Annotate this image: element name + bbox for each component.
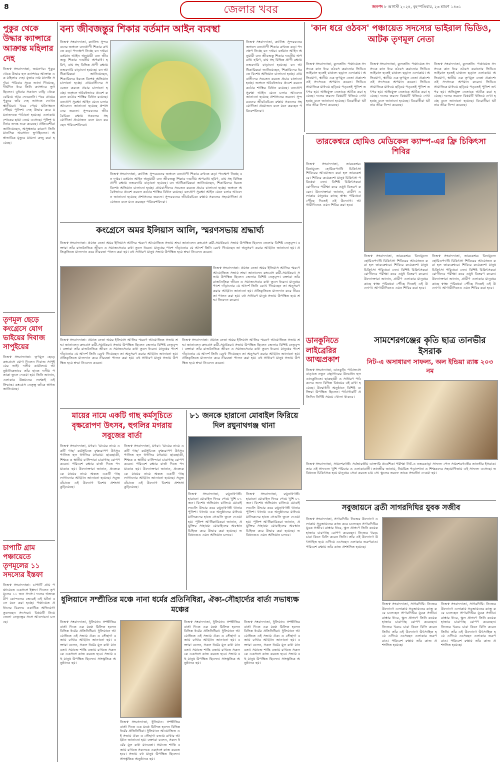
headline: মায়ের নামে একটি গাছ কর্মসূচিতে বৃক্ষরোপণ উৎসব, হুগলির মগরায় সবুজের বার্তা	[71, 411, 173, 440]
story-s7-body-a: নিজস্ব সংবাদদাতা, মগরা: 'মায়ের নামে একটি গাছ' কর্মসূচিতে বৃক্ষরোপণ উৎসব পালিত হল হুগলির মগরায়। ছাত্রছাত্রী, শিক্ষক ও স্থানীয় বাসিন্দারা চারাগাছ রোপণ করেন। পরিবেশ রক্ষার বার্তা দিতে পদযাত্রাও হয়। উদ্যোক্তারা জানান, প্রত্যেককে মায়ের নামে অন্তত একটি গাছ লাগানোর আহ্বান জানানো হয়েছে। সবুজ বাঁচাতে এই উদ্যোগ বিশেষ প্রশংসা কুড়িয়েছে।	[60, 444, 120, 490]
memorial-meeting-photo	[60, 266, 212, 336]
headline: কংগ্রেসে অমর ইলিয়াস আলি, স্মরণসভায় শ্রদ্ধার্ঘ্য	[96, 226, 264, 236]
story-s3-body-b: নিজস্ব সংবাদদাতা, কুলতলি: পঞ্চায়েত সদস্যকে কান ধরে ওঠবস করানোর ভিডিও ভাইরাল হতেই চাঞ্চল্য ছড়াল এলাকায়। অভিযোগ, স্থানীয় এক তৃণমূল নেতা প্রকাশ্যে ওই সদস্যকে অপমান করেন। ভিডিও সামাজিক মাধ্যমে ছড়িয়ে পড়তেই পুলিশ তৎপর হয়। অভিযুক্ত নেতাকে আটক করা হয়েছে। দলের তরফে বিষয়টি খতিয়ে দেখা হচ্ছে বলে জানানো হয়েছে। বিরোধীরা ঘটনার তীব্র নিন্দা করেছে।	[370, 62, 430, 108]
police-station-photo	[188, 436, 302, 490]
divider	[60, 408, 300, 409]
headline: সবুজায়নে ব্রতী সাগরদিঘির যুবক সজীব	[341, 503, 461, 512]
story-s5-body-top: নিজস্ব সংবাদদাতা: প্রয়াত নেতা অমর ইলিয়াস আলির স্মরণে আয়োজিত সভায় শ্রদ্ধা জানালেন কংগ্রেস কর্মী-সমর্থকরা। সভায় উপস্থিত ছিলেন জেলার বিশিষ্ট নেতৃবৃন্দ। বক্তারা তাঁর রাজনৈতিক জীবন ও সমাজসেবার কথা তুলে ধরেন। মানুষের পাশে দাঁড়ানোর যে আদর্শ তিনি রেখে গিয়েছেন তা অনুসরণ করার আহ্বান জানানো হয়। প্রতিকৃতিতে মাল্যদান করে নীরবতা পালন করা হয়। বহু সাধারণ মানুষ সভায় উপস্থিত হয়ে শ্রদ্ধা নিবেদন করেন।	[60, 241, 300, 255]
column-divider	[57, 22, 58, 762]
story-s12-body-c: নিজস্ব সংবাদদাতা, সাগরদিঘি: নিজের উদ্যোগে এলাকায় সবুজায়নের কাজ করে চলেছেন সাগরদিঘির যুবক সজীব। রাস্তার ধারে, স্কুল প্রাঙ্গণে তিনি কয়েক হাজার চারাগাছ রোপণ করেছেন। নিজের খরচে চারা কিনে বিলি করেন তিনি। তাঁর এই উদ্যোগে উৎসাহিত হয়ে এগিয়ে এসেছেন এলাকার তরুণরাও। পরিবেশ রক্ষায় তাঁর কাজ প্রশংসিত হয়েছে।	[441, 602, 496, 648]
story-s8-body-a: নিজস্ব সংবাদদাতা, রঘুনাথগঞ্জ: হারানো মোবাইল ফিরে পেয়ে খুশি ৮১ জন। বিশেষ অভিযান চালিয়ে মোবাইলগুলি উদ্ধার করে রঘুনাথগঞ্জ থানার পুলিশ। থানায় এক অনুষ্ঠানের মাধ্যমে মালিকদের হাতে সেগুলি তুলে দেওয়া হয়। পুলিশ আধিকারিকরা জানান, প্রযুক্তির সাহায্যে মোবাইলের অবস্থান চিহ্নিত করে উদ্ধার করা হয়েছে। ভবিষ্যতেও এমন অভিযান চলবে।	[188, 492, 242, 538]
story-s4-body-a: নিজস্ব সংবাদদাতা, তারকেশ্বর: বিনামূল্যে হোমিওপ্যাথি চিকিৎসা শিবিরের আয়োজন করা হল তারকেশ্বরে। শিবিরে কয়েকশো মানুষ চিকিৎসা পরিষেবা নেন। বিশিষ্ট চিকিৎসকরা রোগীদের পরীক্ষা করে ওষুধ বিতরণ করেন। উদ্যোক্তারা জানান, গ্রামীণ এলাকার মানুষের কাছে স্বাস্থ্য পরিষেবা পৌঁছে দিতেই এই উদ্যোগ। আগামীদিনেও এমন শিবির করা হবে।	[306, 162, 361, 208]
divider	[60, 592, 300, 593]
headline: ৮১ জনকে হারানো মোবাইল ফিরিয়ে দিল রঘুনাথগঞ্জ থানা	[189, 411, 299, 430]
story-s4	[306, 137, 496, 157]
date-text: ৮ আগস্ট ২০২৪, বৃহস্পতিবার, ২৩ শ্রাবণ ১৪৩১	[384, 4, 462, 9]
story-s7-body-b: নিজস্ব সংবাদদাতা, মগরা: 'মায়ের নামে একটি গাছ' কর্মসূচিতে বৃক্ষরোপণ উৎসব পালিত হল হুগলির মগরায়। ছাত্রছাত্রী, শিক্ষক ও স্থানীয় বাসিন্দারা চারাগাছ রোপণ করেন। পরিবেশ রক্ষার বার্তা দিতে পদযাত্রাও হয়। উদ্যোক্তারা জানান, প্রত্যেককে মায়ের নামে অন্তত একটি গাছ লাগানোর আহ্বান জানানো হয়েছে। সবুজ বাঁচাতে এই উদ্যোগ বিশেষ প্রশংসা কুড়িয়েছে।	[124, 444, 184, 490]
student-felicitation-photo	[364, 380, 498, 460]
headline: ধুলিয়ানে সম্প্রীতির মঞ্চে নানা ধর্মের প্রতিনিধিরা, ঐক্য-সৌহার্দ্যের বার্তা সভাধ্যক্ষ মঞ্চের	[61, 595, 299, 614]
column-divider	[186, 410, 187, 590]
story-s8-body-b: নিজস্ব সংবাদদাতা, রঘুনাথগঞ্জ: হারানো মোবাইল ফিরে পেয়ে খুশি ৮১ জন। বিশেষ অভিযান চালিয়ে মোবাইলগুলি উদ্ধার করে রঘুনাথগঞ্জ থানার পুলিশ। থানায় এক অনুষ্ঠানের মাধ্যমে মালিকদের হাতে সেগুলি তুলে দেওয়া হয়। পুলিশ আধিকারিকরা জানান, প্রযুক্তির সাহায্যে মোবাইলের অবস্থান চিহ্নিত করে উদ্ধার করা হয়েছে। ভবিষ্যতেও এমন অভিযান চলবে।	[246, 492, 300, 538]
headline: তারকেশ্বরে হোমিও মেডিকেল ক্যাম্প-এর ফ্রি চিকিৎসা শিবির	[316, 137, 486, 156]
headline: ডানকুনিতে লাইব্রেরির আত্মপ্রকাশ	[306, 336, 340, 364]
map-delta	[161, 101, 221, 151]
harmony-stage-photo	[120, 620, 182, 718]
header-rule	[0, 20, 500, 21]
story-s4-body-c: নিজস্ব সংবাদদাতা, তারকেশ্বর: বিনামূল্যে হোমিওপ্যাথি চিকিৎসা শিবিরের আয়োজন করা হল তারকেশ্বরে। শিবিরে কয়েকশো মানুষ চিকিৎসা পরিষেবা নেন। বিশিষ্ট চিকিৎসকরা রোগীদের পরীক্ষা করে ওষুধ বিতরণ করেন। উদ্যোক্তারা জানান, গ্রামীণ এলাকার মানুষের কাছে স্বাস্থ্য পরিষেবা পৌঁছে দিতেই এই উদ্যোগ। আগামীদিনেও এমন শিবির করা হবে।	[432, 254, 496, 291]
story-s13	[60, 595, 300, 615]
story-s4-body-b: নিজস্ব সংবাদদাতা, তারকেশ্বর: বিনামূল্যে হোমিওপ্যাথি চিকিৎসা শিবিরের আয়োজন করা হল তারকেশ্বরে। শিবিরে কয়েকশো মানুষ চিকিৎসা পরিষেবা নেন। বিশিষ্ট চিকিৎসকরা রোগীদের পরীক্ষা করে ওষুধ বিতরণ করেন। উদ্যোক্তারা জানান, গ্রামীণ এলাকার মানুষের কাছে স্বাস্থ্য পরিষেবা পৌঁছে দিতেই এই উদ্যোগ। আগামীদিনেও এমন শিবির করা হবে।	[364, 254, 428, 291]
divider	[306, 133, 496, 134]
page-number: 8	[4, 3, 9, 11]
subheadline: নিট-এ অসাধারণ সাফল্য, অল ইন্ডিয়া র‍্যাঙ্ক ২০৩ নম	[366, 358, 494, 375]
headline: পুকুর থেকে উদ্ধার ক্যান্সারে আক্রান্ত মহিলার দেহ	[3, 24, 54, 63]
story-s1	[3, 24, 55, 277]
story-s11-body: নিজস্ব সংবাদদাতা, সামশেরগঞ্জ: সর্বভারতীয় ডাক্তারি প্রবেশিকা পরীক্ষা নিট-এ নজরকাড়া সাফল্য পেল সামশেরগঞ্জের তানভীর ইসরাক। তার এই সাফল্যে খুশি পরিবার ও এলাকাবাসী। তানভীর জানায়, নিয়মিত পড়াশোনা ও শিক্ষকদের সহযোগিতায় এই সাফল্য এসেছে। ভবিষ্যতে চিকিৎসক হয়ে মানুষের সেবা করতে চায় সে। স্কুলের তরফে তাকে সংবর্ধনা দেওয়া হয়।	[306, 462, 496, 476]
story-s2-body-b: নিজস্ব সংবাদদাতা, ক্যানিং: সুন্দরবনের জঙ্গলে বন্যপ্রাণী শিকার রুখতে কড়া পদক্ষেপ নিচ্ছে বন দপ্তর। বর্তমান আইন অনুযায়ী বন্য জীবজন্তু শিকার দণ্ডনীয় অপরাধ। হরিণ, বাঘ সহ বিভিন্ন প্রাণী রক্ষায় নজরদারি বাড়ানো হয়েছে। বন আধিকারিকরা জানিয়েছেন, শিকারিদের ধরতে বিশেষ অভিযান চালানো হচ্ছে। গ্রামবাসীদের সচেতন করতে প্রচার চালানো হচ্ছে। জঙ্গলে অবৈধভাবে প্রবেশ করলে কঠোর শাস্তির বিধান রয়েছে। বন্যপ্রাণ সুরক্ষা আইন মেনে চলার আবেদন জানানো হয়েছে প্রশাসনের তরফে। সুন্দরবনের জীববৈচিত্র্য রক্ষায় সকলের সহযোগিতা প্রয়োজন বলে মনে করছেন পরিবেশবিদরা।	[110, 172, 242, 204]
medical-camp-photo	[364, 162, 498, 252]
greening-photo	[382, 517, 498, 601]
story-s10	[306, 336, 361, 483]
banner	[385, 173, 445, 195]
story-s3	[306, 24, 496, 46]
story-s3-body-c: নিজস্ব সংবাদদাতা, কুলতলি: পঞ্চায়েত সদস্যকে কান ধরে ওঠবস করানোর ভিডিও ভাইরাল হতেই চাঞ্চল্য ছড়াল এলাকায়। অভিযোগ, স্থানীয় এক তৃণমূল নেতা প্রকাশ্যে ওই সদস্যকে অপমান করেন। ভিডিও সামাজিক মাধ্যমে ছড়িয়ে পড়তেই পুলিশ তৎপর হয়। অভিযুক্ত নেতাকে আটক করা হয়েছে। দলের তরফে বিষয়টি খতিয়ে দেখা হচ্ছে বলে জানানো হয়েছে। বিরোধীরা ঘটনার তীব্র নিন্দা করেছে।	[434, 62, 496, 108]
story-s2	[60, 23, 302, 36]
divider	[60, 222, 302, 223]
headline: চাপাটি গ্রাম পঞ্চায়েতে তৃণমূলের ১১ সদস্যের ইস্তফা	[3, 544, 43, 579]
story-s7	[60, 411, 184, 441]
headline: 'কান ধরে ওঠবস' পঞ্চায়েত সদস্যের ভাইরাল ভিডিও, আটক তৃণমূল নেতা	[310, 24, 492, 45]
story-s12-body-b: নিজস্ব সংবাদদাতা, সাগরদিঘি: নিজের উদ্যোগে এলাকায় সবুজায়নের কাজ করে চলেছেন সাগরদিঘির যুবক সজীব। রাস্তার ধারে, স্কুল প্রাঙ্গণে তিনি কয়েক হাজার চারাগাছ রোপণ করেছেন। নিজের খরচে চারা কিনে বিলি করেন তিনি। তাঁর এই উদ্যোগে উৎসাহিত হয়ে এগিয়ে এসেছেন এলাকার তরুণরাও। পরিবেশ রক্ষায় তাঁর কাজ প্রশংসিত হয়েছে।	[382, 602, 437, 648]
story-s8	[188, 411, 300, 431]
story-s9	[3, 544, 55, 753]
story-s11	[364, 336, 496, 376]
dateline	[372, 4, 461, 11]
column-divider	[304, 22, 305, 132]
story-s3-body-a: নিজস্ব সংবাদদাতা, কুলতলি: পঞ্চায়েত সদস্যকে কান ধরে ওঠবস করানোর ভিডিও ভাইরাল হতেই চাঞ্চল্য ছড়াল এলাকায়। অভিযোগ, স্থানীয় এক তৃণমূল নেতা প্রকাশ্যে ওই সদস্যকে অপমান করেন। ভিডিও সামাজিক মাধ্যমে ছড়িয়ে পড়তেই পুলিশ তৎপর হয়। অভিযুক্ত নেতাকে আটক করা হয়েছে। দলের তরফে বিষয়টি খতিয়ে দেখা হচ্ছে বলে জানানো হয়েছে। বিরোধীরা ঘটনার তীব্র নিন্দা করেছে।	[306, 62, 366, 108]
story-s5-body-a: নিজস্ব সংবাদদাতা: প্রয়াত নেতা অমর ইলিয়াস আলির স্মরণে আয়োজিত সভায় শ্রদ্ধা জানালেন কংগ্রেস কর্মী-সমর্থকরা। সভায় উপস্থিত ছিলেন জেলার বিশিষ্ট নেতৃবৃন্দ। বক্তারা তাঁর রাজনৈতিক জীবন ও সমাজসেবার কথা তুলে ধরেন। মানুষের পাশে দাঁড়ানোর যে আদর্শ তিনি রেখে গিয়েছেন তা অনুসরণ করার আহ্বান জানানো হয়। প্রতিকৃতিতে মাল্যদান করে নীরবতা পালন করা হয়। বহু সাধারণ মানুষ সভায় উপস্থিত হয়ে শ্রদ্ধা নিবেদন করেন।	[213, 266, 300, 303]
story-s5-body-c: নিজস্ব সংবাদদাতা: প্রয়াত নেতা অমর ইলিয়াস আলির স্মরণে আয়োজিত সভায় শ্রদ্ধা জানালেন কংগ্রেস কর্মী-সমর্থকরা। সভায় উপস্থিত ছিলেন জেলার বিশিষ্ট নেতৃবৃন্দ। বক্তারা তাঁর রাজনৈতিক জীবন ও সমাজসেবার কথা তুলে ধরেন। মানুষের পাশে দাঁড়ানোর যে আদর্শ তিনি রেখে গিয়েছেন তা অনুসরণ করার আহ্বান জানানো হয়। প্রতিকৃতিতে মাল্যদান করে নীরবতা পালন করা হয়। বহু সাধারণ মানুষ সভায় উপস্থিত হয়ে শ্রদ্ধা নিবেদন করেন।	[182, 338, 300, 365]
divider	[3, 312, 55, 313]
story-s13-body-a: নিজস্ব সংবাদদাতা, ধুলিয়ান: সম্প্রীতির বার্তা দিতে এক মঞ্চে মিলিত হলেন বিভিন্ন ধর্মের প্রতিনিধিরা। ধুলিয়ানে আয়োজিত এই সভায় ঐক্য ও সৌহার্দ্য বজায় রাখার আহ্বান জানানো হয়। বক্তারা বলেন, সকল ধর্মের মূল কথা মানবতা। সমাজে শান্তি বজায় রাখতে সকলকে একসঙ্গে কাজ করতে হবে। সভায় বহু মানুষ উপস্থিত ছিলেন। সাংস্কৃতিক অনুষ্ঠানও হয়।	[60, 620, 116, 666]
story-s5	[60, 226, 300, 237]
story-s13-body-c: নিজস্ব সংবাদদাতা, ধুলিয়ান: সম্প্রীতির বার্তা দিতে এক মঞ্চে মিলিত হলেন বিভিন্ন ধর্মের প্রতিনিধিরা। ধুলিয়ানে আয়োজিত এই সভায় ঐক্য ও সৌহার্দ্য বজায় রাখার আহ্বান জানানো হয়। বক্তারা বলেন, সকল ধর্মের মূল কথা মানবতা। সমাজে শান্তি বজায় রাখতে সকলকে একসঙ্গে কাজ করতে হবে। সভায় বহু মানুষ উপস্থিত ছিলেন। সাংস্কৃতিক অনুষ্ঠানও হয়।	[244, 620, 300, 666]
paper-name: জনপদ	[372, 4, 383, 9]
body: নিজস্ব সংবাদদাতা: চাপাটি গ্রাম পঞ্চায়েতে একসঙ্গে ইস্তফা দিলেন তৃণমূলের ১১ জন সদস্য। দলের অভ্যন্তরীণ কোন্দলের জেরেই এই ঘটনা বলে মনে করা হচ্ছে। পঞ্চায়েত প্রধানের বিরুদ্ধে একাধিক অভিযোগ তুলেছেন সদস্যরা। বিষয়টি নিয়ে জেলা নেতৃত্বের সঙ্গে আলোচনা চলছে।	[3, 583, 55, 624]
body: নিজস্ব সংবাদদাতা, ডানকুনি: পাঠাভ্যাস বাড়াতে নতুন গ্রন্থাগারের উদ্বোধন হল ডানকুনিতে। ছাত্রছাত্রী ও সাধারণ পাঠকদের জন্য বিভিন্ন বিষয়ের বই রাখা হয়েছে। উদ্বোধনী অনুষ্ঠানে বিশিষ্ট ব্যক্তিরা উপস্থিত ছিলেন। পাঠাগারটি প্রতিদিন নির্দিষ্ট সময়ে খোলা থাকবে।	[306, 367, 361, 400]
body: নিজস্ব সংবাদদাতা: তৃণমূল ছেড়ে কংগ্রেসে যোগ দিলেন দিবাজ সাপুইয়ের ভাই। দলীয় কার্যালয়ে আনুষ্ঠানিকভাবে তাঁর হাতে দলীয় পতাকা তুলে দেওয়া হয়। তিনি জানান, এলাকার উন্নয়নের লক্ষ্যেই এই সিদ্ধান্ত। কংগ্রেস নেতৃত্ব তাঁকে স্বাগত জানিয়েছে।	[3, 355, 55, 392]
story-s2-body-c: নিজস্ব সংবাদদাতা, ক্যানিং: সুন্দরবনের জঙ্গলে বন্যপ্রাণী শিকার রুখতে কড়া পদক্ষেপ নিচ্ছে বন দপ্তর। বর্তমান আইন অনুযায়ী বন্য জীবজন্তু শিকার দণ্ডনীয় অপরাধ। হরিণ, বাঘ সহ বিভিন্ন প্রাণী রক্ষায় নজরদারি বাড়ানো হয়েছে। বন আধিকারিকরা জানিয়েছেন, শিকারিদের ধরতে বিশেষ অভিযান চালানো হচ্ছে। গ্রামবাসীদের সচেতন করতে প্রচার চালানো হচ্ছে। জঙ্গলে অবৈধভাবে প্রবেশ করলে কঠোর শাস্তির বিধান রয়েছে। বন্যপ্রাণ সুরক্ষা আইন মেনে চলার আবেদন জানানো হয়েছে প্রশাসনের তরফে। সুন্দরবনের জীববৈচিত্র্য রক্ষায় সকলের সহযোগিতা প্রয়োজন বলে মনে করছেন পরিবেশবিদরা।	[246, 40, 302, 113]
column-divider	[303, 135, 304, 405]
story-s2-body-a: নিজস্ব সংবাদদাতা, ক্যানিং: সুন্দরবনের জঙ্গলে বন্যপ্রাণী শিকার রুখতে কড়া পদক্ষেপ নিচ্ছে বন দপ্তর। বর্তমান আইন অনুযায়ী বন্য জীবজন্তু শিকার দণ্ডনীয় অপরাধ। হরিণ, বাঘ সহ বিভিন্ন প্রাণী রক্ষায় নজরদারি বাড়ানো হয়েছে। বন আধিকারিকরা জানিয়েছেন, শিকারিদের ধরতে বিশেষ অভিযান চালানো হচ্ছে। গ্রামবাসীদের সচেতন করতে প্রচার চালানো হচ্ছে। জঙ্গলে অবৈধভাবে প্রবেশ করলে কঠোর শাস্তির বিধান রয়েছে। বন্যপ্রাণ সুরক্ষা আইন মেনে চলার আবেদন জানানো হয়েছে প্রশাসনের তরফে। সুন্দরবনের জীববৈচিত্র্য রক্ষায় সকলের সহযোগিতা প্রয়োজন বলে মনে করছেন পরিবেশবিদরা।	[60, 40, 108, 127]
sundarbans-map	[110, 40, 244, 170]
body: নিজস্ব সংবাদদাতা, জয়নগর: পুকুর থেকে উদ্ধার হল ক্যান্সারে আক্রান্ত এক মহিলার দেহ। মৃতার নাম মালতি সর্দার। পরিবার সূত্রে জানা গিয়েছে, দীর্ঘদিন ধরে তিনি ক্যান্সারে ভুগছিলেন। বুধবার সকালে বাড়ি থেকে বেরিয়ে আর ফেরেননি। পরে গ্রামের পুকুরে তাঁর দেহ ভাসতে দেখেন স্থানীয়রা। খবর পেয়ে ঘটনাস্থলে পৌঁছয় পুলিশ। দেহ উদ্ধার করে ময়নাতদন্তে পাঠানো হয়েছে। এলাকায় শোকের ছায়া নেমে এসেছে। পুলিশ ঘটনার তদন্ত শুরু করেছে। প্রতিবেশীরা জানিয়েছেন, অসুস্থতার কারণে তিনি মানসিক অবসাদে ভুগছিলেন। অস্বাভাবিক মৃত্যুর মামলা রুজু করা হয়েছে।	[3, 67, 55, 145]
story-s6	[3, 316, 55, 530]
headline: বন্য জীবজন্তুর শিকার বর্তমান আইন ব্যবস্থা	[60, 24, 221, 35]
divider	[306, 500, 496, 501]
story-s12-body-a: নিজস্ব সংবাদদাতা, সাগরদিঘি: নিজের উদ্যোগে এলাকায় সবুজায়নের কাজ করে চলেছেন সাগরদিঘির যুবক সজীব। রাস্তার ধারে, স্কুল প্রাঙ্গণে তিনি কয়েক হাজার চারাগাছ রোপণ করেছেন। নিজের খরচে চারা কিনে বিলি করেন তিনি। তাঁর এই উদ্যোগে উৎসাহিত হয়ে এগিয়ে এসেছেন এলাকার তরুণরাও। পরিবেশ রক্ষায় তাঁর কাজ প্রশংসিত হয়েছে।	[306, 517, 378, 549]
story-s13-body-d: নিজস্ব সংবাদদাতা, ধুলিয়ান: সম্প্রীতির বার্তা দিতে এক মঞ্চে মিলিত হলেন বিভিন্ন ধর্মের প্রতিনিধিরা। ধুলিয়ানে আয়োজিত এই সভায় ঐক্য ও সৌহার্দ্য বজায় রাখার আহ্বান জানানো হয়। বক্তারা বলেন, সকল ধর্মের মূল কথা মানবতা। সমাজে শান্তি বজায় রাখতে সকলকে একসঙ্গে কাজ করতে হবে। সভায় বহু মানুষ উপস্থিত ছিলেন। সাংস্কৃতিক অনুষ্ঠানও হয়।	[120, 720, 180, 761]
section-title: জেলার খবর	[180, 1, 322, 19]
divider	[3, 540, 55, 541]
story-s13-body-b: নিজস্ব সংবাদদাতা, ধুলিয়ান: সম্প্রীতির বার্তা দিতে এক মঞ্চে মিলিত হলেন বিভিন্ন ধর্মের প্রতিনিধিরা। ধুলিয়ানে আয়োজিত এই সভায় ঐক্য ও সৌহার্দ্য বজায় রাখার আহ্বান জানানো হয়। বক্তারা বলেন, সকল ধর্মের মূল কথা মানবতা। সমাজে শান্তি বজায় রাখতে সকলকে একসঙ্গে কাজ করতে হবে। সভায় বহু মানুষ উপস্থিত ছিলেন। সাংস্কৃতিক অনুষ্ঠানও হয়।	[184, 620, 240, 666]
headline: তৃণমূল ছেড়ে কংগ্রেসে যোগ ভাইয়ের দিবাজ সাপুইয়ের	[3, 316, 45, 351]
story-s5-body-b: নিজস্ব সংবাদদাতা: প্রয়াত নেতা অমর ইলিয়াস আলির স্মরণে আয়োজিত সভায় শ্রদ্ধা জানালেন কংগ্রেস কর্মী-সমর্থকরা। সভায় উপস্থিত ছিলেন জেলার বিশিষ্ট নেতৃবৃন্দ। বক্তারা তাঁর রাজনৈতিক জীবন ও সমাজসেবার কথা তুলে ধরেন। মানুষের পাশে দাঁড়ানোর যে আদর্শ তিনি রেখে গিয়েছেন তা অনুসরণ করার আহ্বান জানানো হয়। প্রতিকৃতিতে মাল্যদান করে নীরবতা পালন করা হয়। বহু সাধারণ মানুষ সভায় উপস্থিত হয়ে শ্রদ্ধা নিবেদন করেন।	[60, 338, 178, 365]
story-s12	[306, 503, 496, 513]
headline: সামশেরগঞ্জের কৃতি ছাত্র তানভীর ইসরাক	[374, 336, 486, 357]
